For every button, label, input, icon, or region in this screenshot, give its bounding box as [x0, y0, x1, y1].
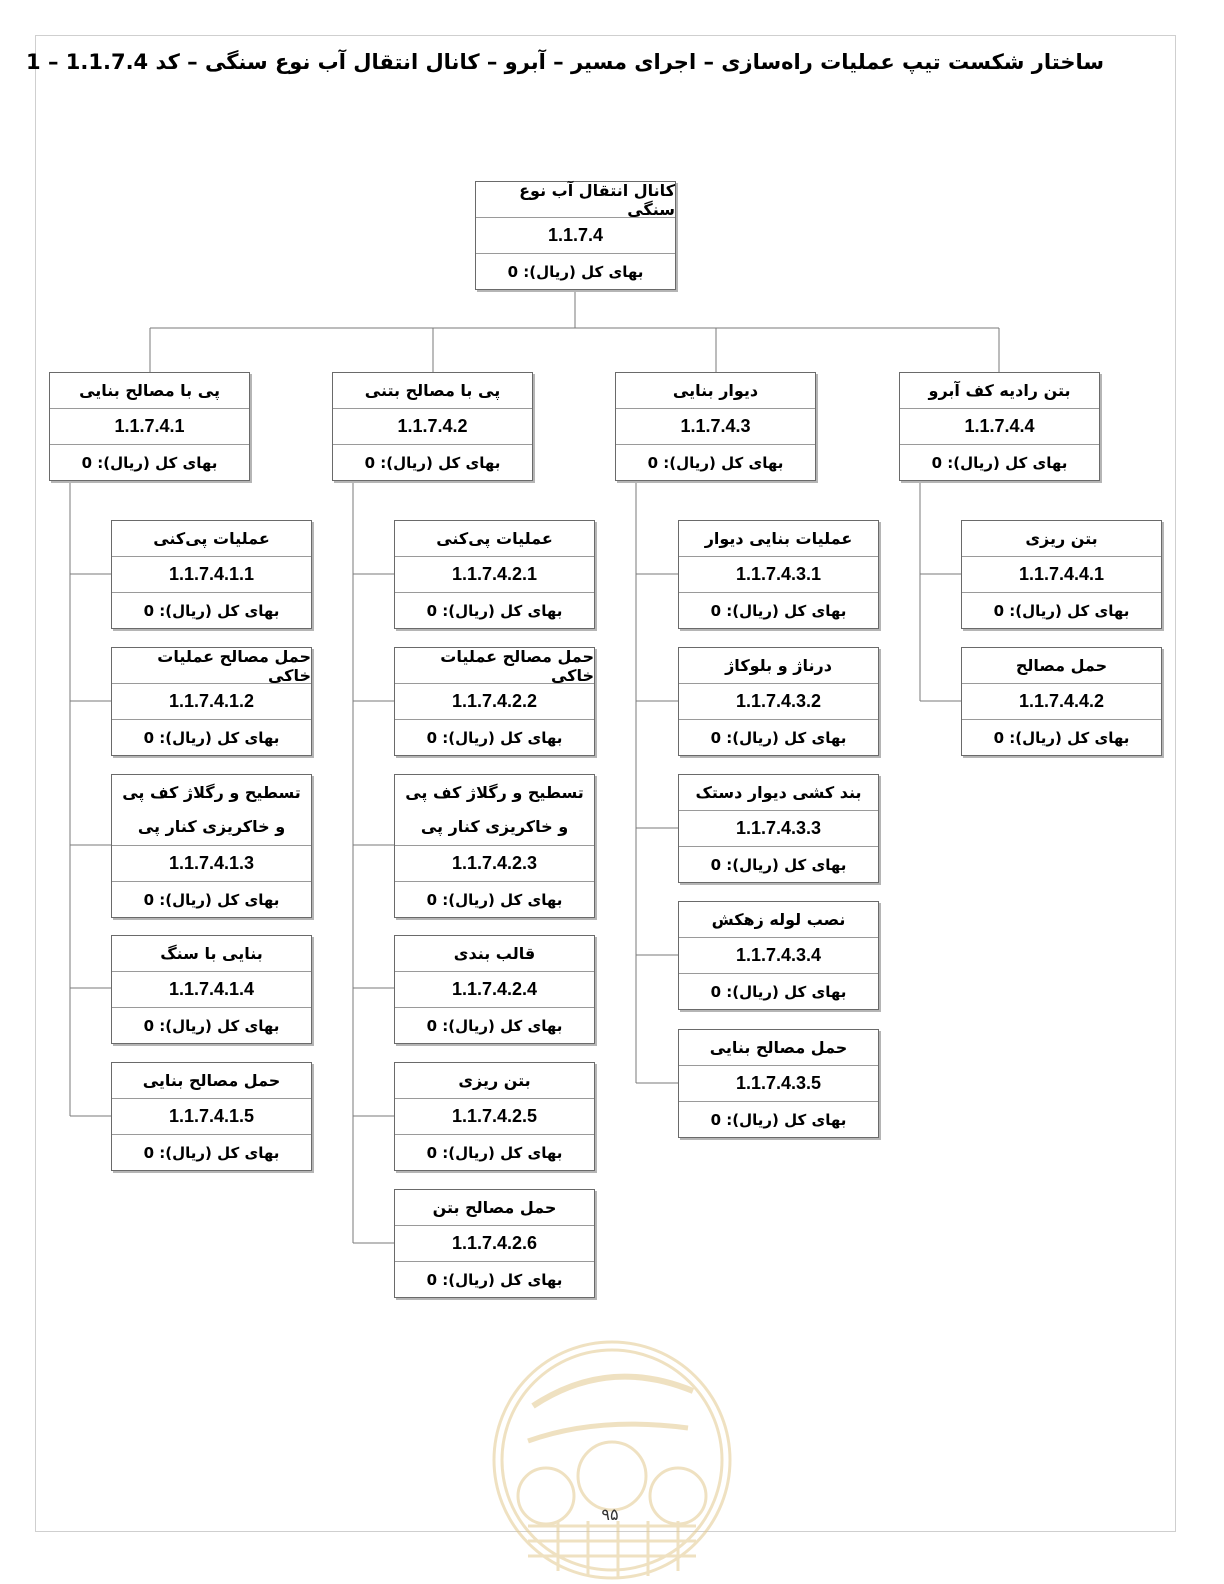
- node-title: دیوار بنایی: [672, 381, 759, 400]
- node-cost: بهای کل (ریال): 0: [112, 592, 311, 628]
- node-code: 1.1.7.4.3.5: [679, 1065, 878, 1101]
- node-title: حمل مصالح عملیات خاکی: [440, 646, 594, 685]
- node-title: حمل مصالح بتن: [432, 1198, 557, 1217]
- wbs-node-1-1-7-4-2-2: [394, 647, 595, 756]
- node-cost: بهای کل (ریال): 0: [679, 592, 878, 628]
- wbs-node-root: [475, 181, 676, 290]
- node-title: بند کشی دیوار دستک: [695, 783, 862, 802]
- node-code: 1.1.7.4.1.5: [112, 1098, 311, 1134]
- node-title: حمل مصالح عملیات خاکی: [157, 646, 311, 685]
- node-cost: بهای کل (ریال): 0: [900, 444, 1099, 480]
- node-cost: بهای کل (ریال): 0: [679, 1101, 878, 1137]
- wbs-node-1-1-7-4-2-5: [394, 1062, 595, 1171]
- node-cost: بهای کل (ریال): 0: [476, 253, 675, 289]
- node-code: 1.1.7.4.2.6: [395, 1225, 594, 1261]
- node-cost: بهای کل (ریال): 0: [333, 444, 532, 480]
- node-title: بتن ریزی: [1025, 529, 1098, 548]
- node-code: 1.1.7.4.1.4: [112, 971, 311, 1007]
- node-code: 1.1.7.4.4.1: [962, 556, 1161, 592]
- node-title: عملیات پی‌کنی: [436, 529, 553, 548]
- node-cost: بهای کل (ریال): 0: [395, 881, 594, 917]
- node-code: 1.1.7.4.3.1: [679, 556, 878, 592]
- wbs-node-1-1-7-4-2-3: [394, 774, 595, 918]
- node-cost: بهای کل (ریال): 0: [112, 719, 311, 755]
- wbs-node-1-1-7-4-3-3: [678, 774, 879, 883]
- node-title: حمل مصالح بنایی: [709, 1038, 848, 1057]
- wbs-node-1-1-7-4-1-5: [111, 1062, 312, 1171]
- node-title: پی با مصالح بنایی: [79, 381, 220, 400]
- node-cost: بهای کل (ریال): 0: [395, 1261, 594, 1297]
- node-cost: بهای کل (ریال): 0: [679, 973, 878, 1009]
- node-cost: بهای کل (ریال): 0: [112, 881, 311, 917]
- wbs-node-1-1-7-4-2-6: [394, 1189, 595, 1298]
- node-title: درناژ و بلوکاژ: [725, 656, 832, 675]
- watermark-seal-icon: [488, 1336, 736, 1584]
- wbs-node-1-1-7-4-2-4: [394, 935, 595, 1044]
- node-title: پی با مصالح بتنی: [364, 381, 501, 400]
- wbs-node-1-1-7-4-3-1: [678, 520, 879, 629]
- wbs-node-1-1-7-4-2: [332, 372, 533, 481]
- wbs-node-1-1-7-4-1-1: [111, 520, 312, 629]
- wbs-node-1-1-7-4-3-2: [678, 647, 879, 756]
- node-title: بنایی با سنگ: [160, 944, 263, 963]
- node-cost: بهای کل (ریال): 0: [679, 719, 878, 755]
- node-code: 1.1.7.4.4.2: [962, 683, 1161, 719]
- node-cost: بهای کل (ریال): 0: [395, 592, 594, 628]
- node-title: عملیات پی‌کنی: [153, 529, 270, 548]
- node-cost: بهای کل (ریال): 0: [962, 719, 1161, 755]
- node-cost: بهای کل (ریال): 0: [679, 846, 878, 882]
- wbs-node-1-1-7-4-4-1: [961, 520, 1162, 629]
- page-title: ساختار شکست تیپ عملیات راه‌سازی – اجرای مسیر – آبرو – کانال انتقال آب نوع سنگی – کد 1.1.7.4 – 1: [26, 50, 1104, 74]
- wbs-node-1-1-7-4-4-2: [961, 647, 1162, 756]
- node-title: حمل مصالح بنایی: [142, 1071, 281, 1090]
- wbs-node-1-1-7-4-1-2: [111, 647, 312, 756]
- wbs-node-1-1-7-4-2-1: [394, 520, 595, 629]
- node-title: قالب بندی: [453, 944, 536, 963]
- node-code: 1.1.7.4.2: [333, 408, 532, 444]
- node-code: 1.1.7.4.3.2: [679, 683, 878, 719]
- node-code: 1.1.7.4.2.3: [395, 845, 594, 881]
- node-title: تسطیح و رگلاژ کف پی و خاکریزی کنار پی: [122, 783, 301, 836]
- node-code: 1.1.7.4.1: [50, 408, 249, 444]
- wbs-node-1-1-7-4-3-4: [678, 901, 879, 1010]
- node-cost: بهای کل (ریال): 0: [616, 444, 815, 480]
- node-code: 1.1.7.4: [476, 217, 675, 253]
- node-title: تسطیح و رگلاژ کف پی و خاکریزی کنار پی: [405, 783, 584, 836]
- node-cost: بهای کل (ریال): 0: [112, 1007, 311, 1043]
- node-cost: بهای کل (ریال): 0: [50, 444, 249, 480]
- node-title: بتن رادیه کف آبرو: [928, 381, 1071, 400]
- node-cost: بهای کل (ریال): 0: [395, 1007, 594, 1043]
- node-code: 1.1.7.4.1.3: [112, 845, 311, 881]
- node-code: 1.1.7.4.2.1: [395, 556, 594, 592]
- node-code: 1.1.7.4.2.4: [395, 971, 594, 1007]
- node-code: 1.1.7.4.1.2: [112, 683, 311, 719]
- node-title: کانال انتقال آب نوع سنگی: [519, 180, 675, 219]
- node-code: 1.1.7.4.2.5: [395, 1098, 594, 1134]
- wbs-node-1-1-7-4-1-3: [111, 774, 312, 918]
- wbs-node-1-1-7-4-3: [615, 372, 816, 481]
- node-code: 1.1.7.4.2.2: [395, 683, 594, 719]
- wbs-node-1-1-7-4-1: [49, 372, 250, 481]
- node-title: حمل مصالح: [1015, 656, 1108, 675]
- node-code: 1.1.7.4.1.1: [112, 556, 311, 592]
- node-cost: بهای کل (ریال): 0: [962, 592, 1161, 628]
- node-code: 1.1.7.4.3: [616, 408, 815, 444]
- node-code: 1.1.7.4.3.4: [679, 937, 878, 973]
- node-code: 1.1.7.4.4: [900, 408, 1099, 444]
- page-number: ۹۵: [601, 1505, 619, 1524]
- node-title: بتن ریزی: [458, 1071, 531, 1090]
- node-code: 1.1.7.4.3.3: [679, 810, 878, 846]
- node-cost: بهای کل (ریال): 0: [395, 1134, 594, 1170]
- wbs-node-1-1-7-4-4: [899, 372, 1100, 481]
- node-cost: بهای کل (ریال): 0: [112, 1134, 311, 1170]
- wbs-node-1-1-7-4-3-5: [678, 1029, 879, 1138]
- node-cost: بهای کل (ریال): 0: [395, 719, 594, 755]
- wbs-node-1-1-7-4-1-4: [111, 935, 312, 1044]
- node-title: عملیات بنایی دیوار: [704, 529, 853, 548]
- node-title: نصب لوله زهکش: [711, 910, 846, 929]
